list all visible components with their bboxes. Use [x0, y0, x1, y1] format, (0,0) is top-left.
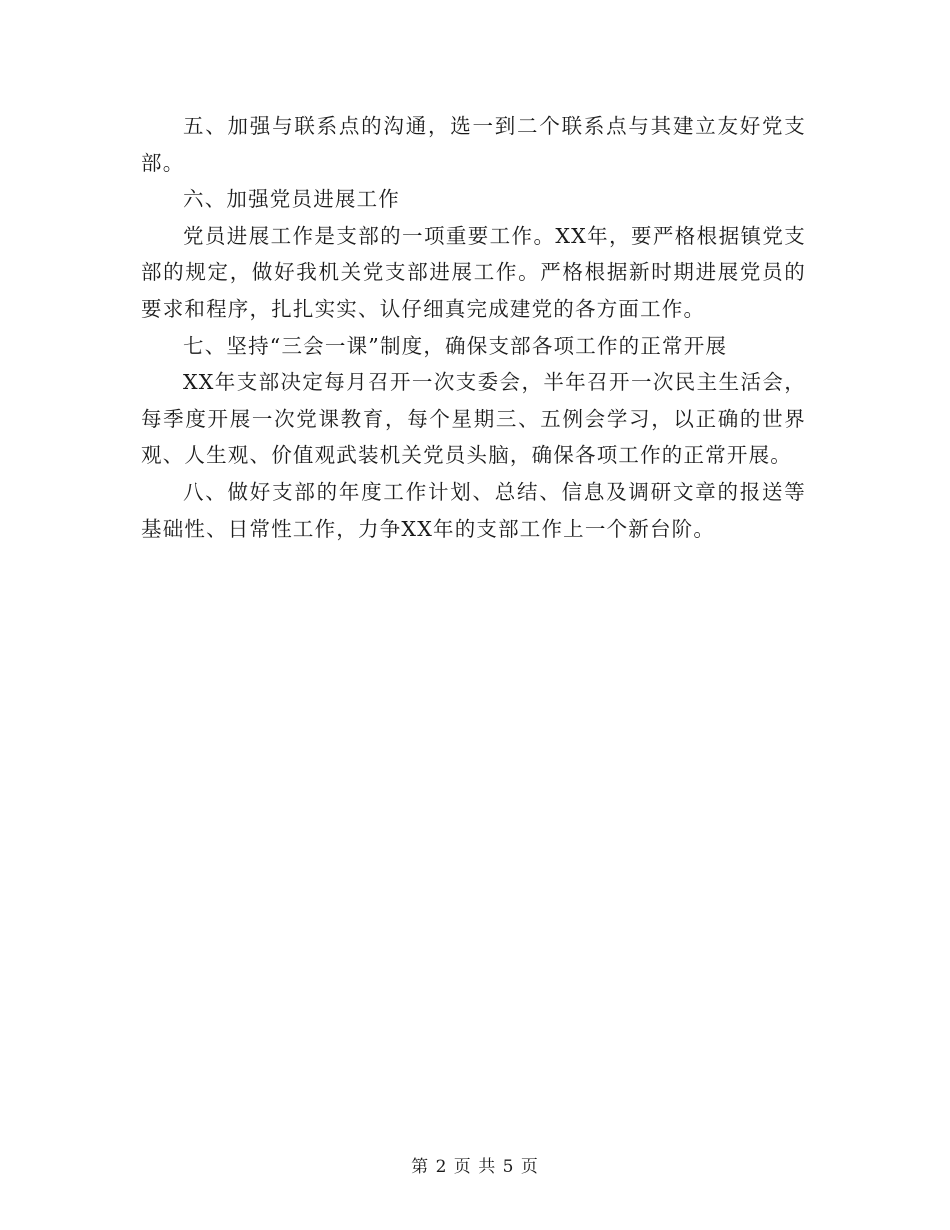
page-number-footer: 第 2 页 共 5 页 [411, 1157, 539, 1177]
heading-section-seven: 七、坚持“三会一课”制度，确保支部各项工作的正常开展 [183, 333, 728, 358]
paragraph-meeting-schedule: XX年支部决定每月召开一次支委会，半年召开一次民主生活会，每季度开展一次党课教育，每个星期三、五例会学习，以正确的世界观、人生观、价值观武装机关党员头脑，确保各项工作的正常开展。 [141, 370, 806, 468]
paragraph-section-eight: 八、做好支部的年度工作计划、总结、信息及调研文章的报送等基础性、日常性工作，力争XX年的支部工作上一个新台阶。 [141, 479, 806, 541]
paragraph-member-development: 党员进展工作是支部的一项重要工作。XX年，要严格根据镇党支部的规定，做好我机关党支部进展工作。严格根据新时期进展党员的要求和程序，扎扎实实、认仔细真完成建党的各方面工作。 [141, 223, 806, 321]
paragraph-section-five: 五、加强与联系点的沟通，选一到二个联系点与其建立友好党支部。 [141, 114, 806, 175]
document-body [141, 108, 806, 547]
heading-section-six: 六、加强党员进展工作 [183, 187, 400, 212]
